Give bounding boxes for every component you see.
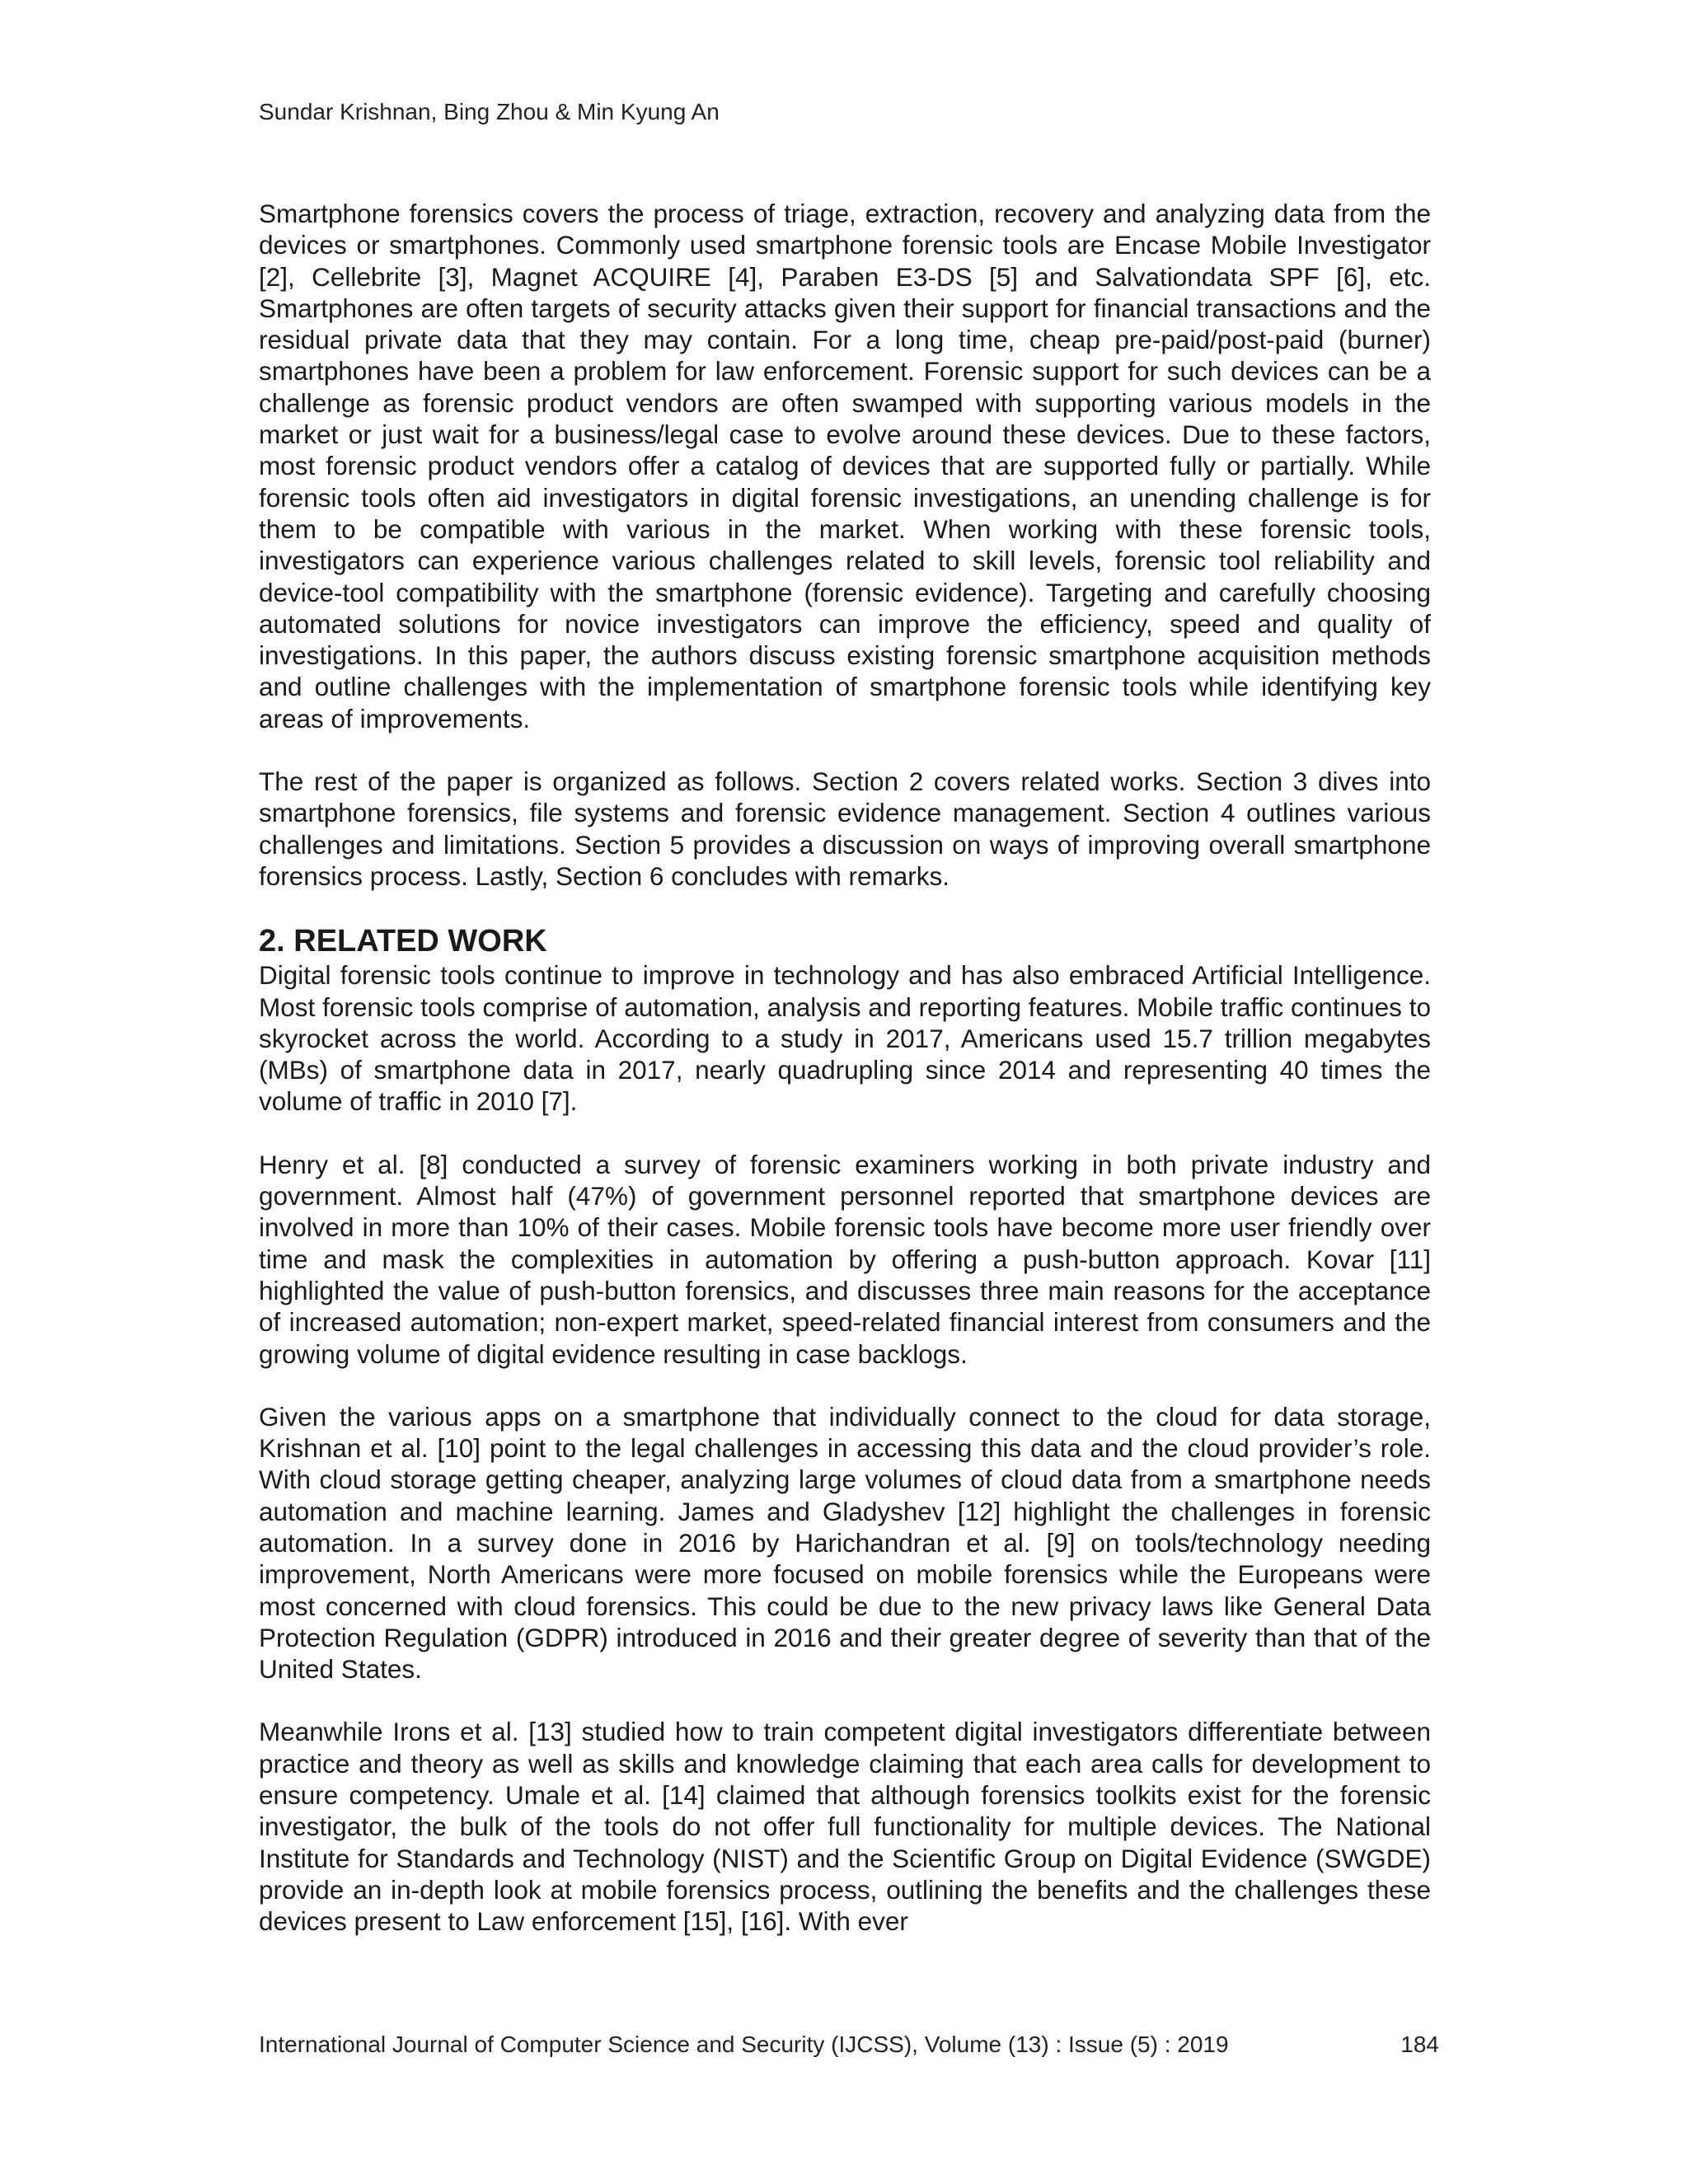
running-head-authors: Sundar Krishnan, Bing Zhou & Min Kyung An: [259, 99, 720, 124]
page-footer: [259, 2030, 1439, 2060]
section-heading-related-work: 2. RELATED WORK: [259, 924, 547, 959]
related-work-paragraph-3: Given the various apps on a smartphone that individually connect to the cloud for data storage, Krishnan et al. [10] point to the legal challenges in accessing this data and the cloud provider’s role. With cloud storage getting cheaper, analyzing large volumes of cloud data from a smartphone needs automation and machine learning. James and Gladyshev [12] highlight the challenges in forensic automation. In a survey done in 2016 by Harichandran et al. [9] on tools/technology needing improvement, North Americans were more focused on mobile forensics while the Europeans were most concerned with cloud forensics. This could be due to the new privacy laws like General Data Protection Regulation (GDPR) introduced in 2016 and their greater degree of severity than that of the United States.: [259, 1401, 1431, 1685]
related-work-paragraph-1: Digital forensic tools continue to improve in technology and has also embraced Artificial Intelligence. Most forensic tools comprise of automation, analysis and reporting features. Mobile traffic continues to skyrocket across the world. According to a study in 2017, Americans used 15.7 trillion megabytes (MBs) of smartphone data in 2017, nearly quadrupling since 2014 and representing 40 times the volume of traffic in 2010 [7].: [259, 960, 1431, 1117]
page-number: 184: [1400, 2032, 1439, 2057]
intro-paragraph-2: The rest of the paper is organized as follows. Section 2 covers related works. Section 3 dives into smartphone forensics, file systems and forensic evidence management. Section 4 outlines various challenges and limitations. Section 5 provides a discussion on ways of improving overall smartphone forensics process. Lastly, Section 6 concludes with remarks.: [259, 766, 1431, 891]
intro-paragraph-1: Smartphone forensics covers the process of triage, extraction, recovery and analyzing data from the devices or smartphones. Commonly used smartphone forensic tools are Encase Mobile Investigator [2], Cellebrite [3], Magnet ACQUIRE [4], Paraben E3-DS [5] and Salvationdata SPF [6], etc. Smartphones are often targets of security attacks given their support for financial transactions and the residual private data that they may contain. For a long time, cheap pre-paid/post-paid (burner) smartphones have been a problem for law enforcement. Forensic support for such devices can be a challenge as forensic product vendors are often swamped with supporting various models in the market or just wait for a business/legal case to evolve around these devices. Due to these factors, most forensic product vendors offer a catalog of devices that are supported fully or partially. While forensic tools often aid investigators in digital forensic investigations, an unending challenge is for them to be compatible with various in the market. When working with these forensic tools, investigators can experience various challenges related to skill levels, forensic tool reliability and device-tool compatibility with the smartphone (forensic evidence). Targeting and carefully choosing automated solutions for novice investigators can improve the efficiency, speed and quality of investigations. In this paper, the authors discuss existing forensic smartphone acquisition methods and outline challenges with the implementation of smartphone forensic tools while identifying key areas of improvements.: [259, 199, 1431, 733]
related-work-paragraph-4: Meanwhile Irons et al. [13] studied how to train competent digital investigators differentiate between practice and theory as well as skills and knowledge claiming that each area calls for development to ensure competency. Umale et al. [14] claimed that although forensics toolkits exist for the forensic investigator, the bulk of the tools do not offer full functionality for multiple devices. The National Institute for Standards and Technology (NIST) and the Scientific Group on Digital Evidence (SWGDE) provide an in-depth look at mobile forensics process, outlining the benefits and the challenges these devices present to Law enforcement [15], [16]. With ever: [259, 1717, 1431, 1937]
related-work-paragraph-2: Henry et al. [8] conducted a survey of forensic examiners working in both private industry and government. Almost half (47%) of government personnel reported that smartphone devices are involved in more than 10% of their cases. Mobile forensic tools have become more user friendly over time and mask the complexities in automation by offering a push-button approach. Kovar [11] highlighted the value of push-button forensics, and discusses three main reasons for the acceptance of increased automation; non-expert market, speed-related financial interest from consumers and the growing volume of digital evidence resulting in case backlogs.: [259, 1149, 1431, 1369]
article-body: [259, 198, 1431, 1969]
footer-journal-citation: International Journal of Computer Science and Security (IJCSS), Volume (13) : Issue (5) : 2019: [259, 2032, 1229, 2057]
